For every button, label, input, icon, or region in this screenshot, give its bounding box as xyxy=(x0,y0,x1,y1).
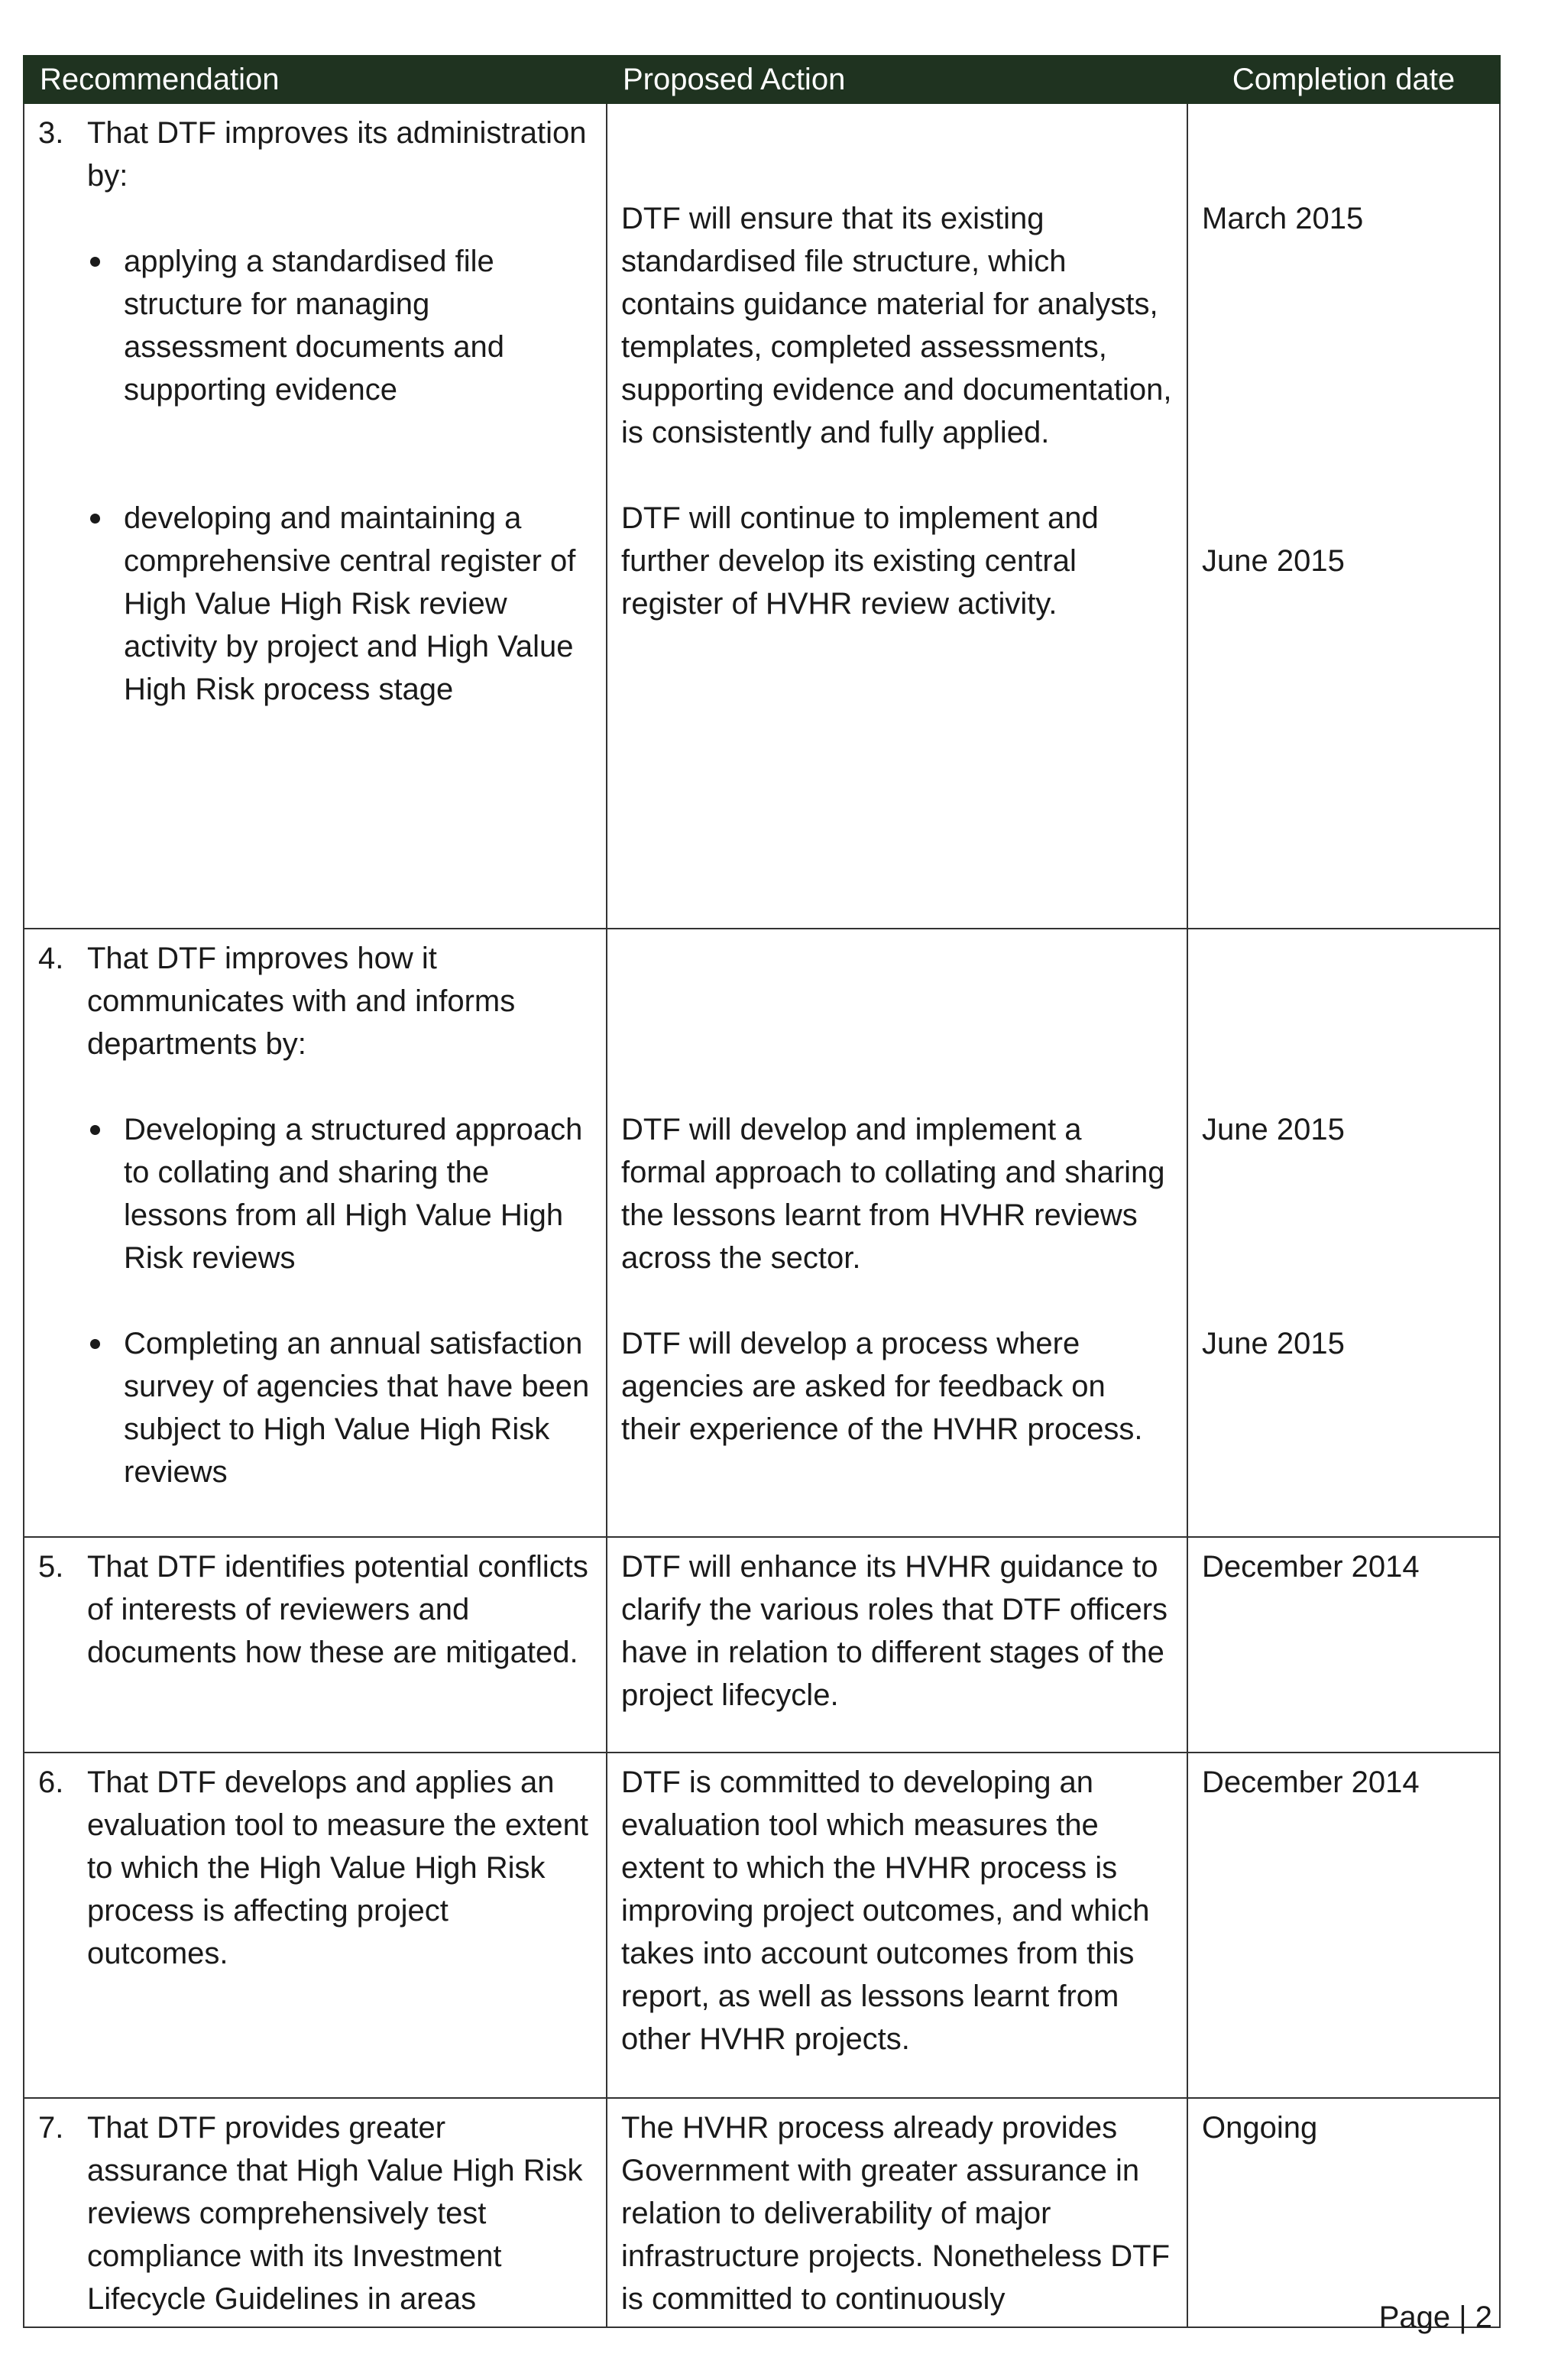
recommendation-item xyxy=(38,937,592,1065)
recommendation-cell xyxy=(24,1537,607,1753)
action-cell: The HVHR process already provides Government with greater assurance in relation to deliverability of major infrastructure projects. Nonetheless DTF is committed to continuously xyxy=(607,2098,1187,2327)
header-completion-date: Completion date xyxy=(1187,56,1500,103)
completion-date: June 2015 xyxy=(1202,1113,1345,1146)
recommendation-text: That DTF develops and applies an evaluation tool to measure the extent to which the High Value High Risk process is affecting project outcomes. xyxy=(87,1766,588,1970)
table-header-row xyxy=(24,56,1500,103)
recommendation-cell xyxy=(24,1753,607,2098)
recommendation-text: That DTF improves its administration by: xyxy=(87,116,587,193)
table-row xyxy=(24,2098,1500,2327)
recommendation-text: That DTF identifies potential conflicts of interests of reviewers and documents how these are mitigated. xyxy=(87,1550,588,1669)
completion-date: March 2015 xyxy=(1202,202,1364,235)
recommendation-text: That DTF improves how it communicates with and informs departments by: xyxy=(87,942,516,1061)
date-cell xyxy=(1187,929,1500,1537)
recommendation-item xyxy=(38,2106,592,2320)
recommendation-number: 5. xyxy=(38,1550,64,1584)
bullet-text: developing and maintaining a comprehensive central register of High Value High Risk review activity by project and High Value High Risk process stage xyxy=(124,501,576,706)
list-item xyxy=(38,497,592,711)
date-cell: December 2014 xyxy=(1187,1537,1500,1753)
table-row xyxy=(24,929,1500,1537)
recommendation-cell xyxy=(24,2098,607,2327)
action-text: DTF will develop a process where agencies are asked for feedback on their experience of the HVHR process. xyxy=(621,1327,1143,1446)
bullet-text: Developing a structured approach to collating and sharing the lessons from all High Value High Risk reviews xyxy=(124,1113,583,1275)
recommendation-item xyxy=(38,1545,592,1674)
page-number: Page | 2 xyxy=(1378,2301,1492,2334)
date-cell xyxy=(1187,103,1500,929)
table-row xyxy=(24,103,1500,929)
bullet-icon xyxy=(87,497,124,711)
date-cell: Ongoing xyxy=(1187,2098,1500,2327)
list-item xyxy=(38,240,592,411)
bullet-icon xyxy=(87,240,124,411)
action-text: DTF will ensure that its existing standardised file structure, which contains guidance material for analysts, templates, completed assessments, supporting evidence and documentation, is consistently and fully applied. xyxy=(621,202,1172,449)
recommendation-number: 6. xyxy=(38,1766,64,1799)
bullet-text: applying a standardised file structure for managing assessment documents and supporting evidence xyxy=(124,245,505,407)
recommendation-item xyxy=(38,1761,592,1975)
recommendation-number: 7. xyxy=(38,2111,64,2145)
recommendation-text: That DTF provides greater assurance that High Value High Risk reviews comprehensively test compliance with its Investment Lifecycle Guidelines in areas xyxy=(87,2111,583,2316)
completion-date: June 2015 xyxy=(1202,1327,1345,1360)
action-text: DTF will continue to implement and further develop its existing central register of HVHR review activity. xyxy=(621,501,1099,621)
action-cell: DTF will enhance its HVHR guidance to clarify the various roles that DTF officers have in relation to different stages of the project lifecycle. xyxy=(607,1537,1187,1753)
date-cell: December 2014 xyxy=(1187,1753,1500,2098)
header-recommendation: Recommendation xyxy=(24,56,607,103)
action-cell xyxy=(607,929,1187,1537)
recommendation-cell xyxy=(24,103,607,929)
list-item xyxy=(38,1108,592,1279)
recommendations-table xyxy=(23,55,1501,2328)
recommendation-item xyxy=(38,112,592,197)
list-item xyxy=(38,1322,592,1493)
bullet-text: Completing an annual satisfaction survey of agencies that have been subject to High Value High Risk reviews xyxy=(124,1327,590,1489)
completion-date: June 2015 xyxy=(1202,544,1345,578)
action-text: DTF will develop and implement a formal approach to collating and sharing the lessons learnt from HVHR reviews across the sector. xyxy=(621,1113,1165,1275)
recommendation-cell xyxy=(24,929,607,1537)
table-row xyxy=(24,1537,1500,1753)
action-cell: DTF is committed to developing an evaluation tool which measures the extent to which the HVHR process is improving project outcomes, and which takes into account outcomes from this report, as well as lessons learnt from other HVHR projects. xyxy=(607,1753,1187,2098)
bullet-icon xyxy=(87,1322,124,1493)
header-proposed-action: Proposed Action xyxy=(607,56,1187,103)
recommendation-number: 4. xyxy=(38,942,64,975)
action-cell xyxy=(607,103,1187,929)
table-row xyxy=(24,1753,1500,2098)
bullet-icon xyxy=(87,1108,124,1279)
recommendation-number: 3. xyxy=(38,116,64,150)
